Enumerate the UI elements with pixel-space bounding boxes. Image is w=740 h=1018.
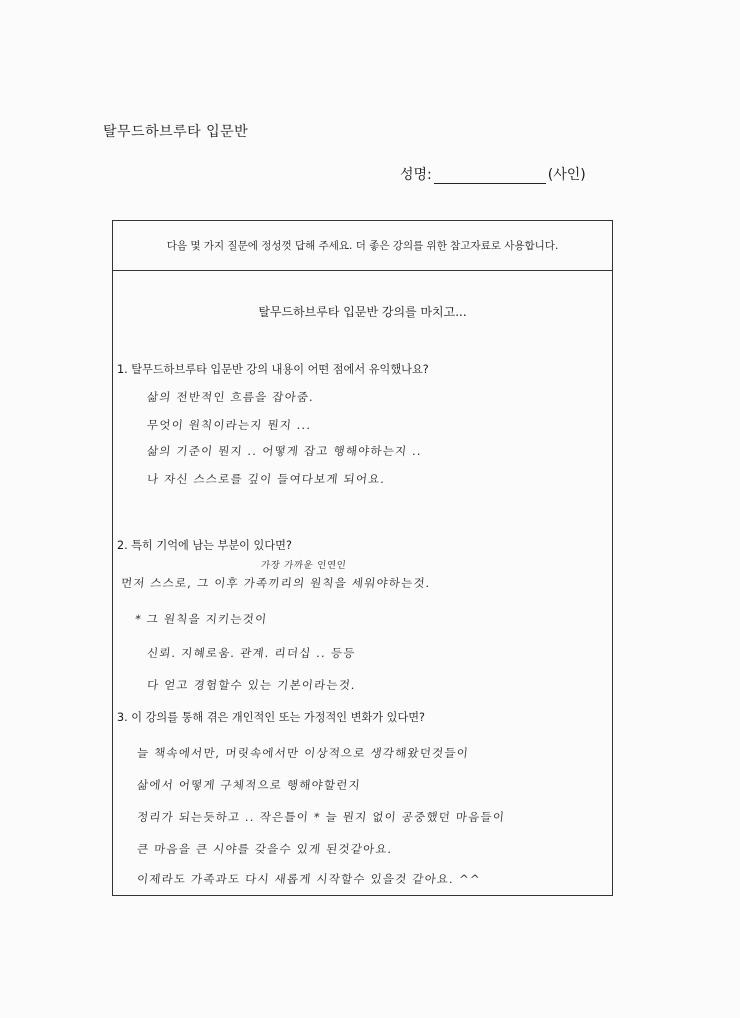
question-3: 3. 이 강의를 통해 겪은 개인적인 또는 가정적인 변화가 있다면?: [117, 711, 425, 724]
answer-3-line-2: 삶에서 어떻게 구체적으로 행해야할런지: [136, 778, 362, 792]
answer-1-line-1: 삶의 전반적인 흐름을 잡아줌.: [146, 390, 315, 404]
answer-2-note: 가장 가까운 인연인: [260, 560, 347, 571]
answer-1-line-4: 나 자신 스스로를 깊이 들여다보게 되어요.: [146, 472, 387, 486]
answer-2-line-4: 다 얻고 경험할수 있는 기본이라는것.: [146, 678, 357, 692]
name-label: 성명:: [400, 167, 432, 183]
answer-3-line-1: 늘 책속에서만, 머릿속에서만 이상적으로 생각해왔던것들이: [136, 746, 470, 760]
question-2: 2. 특히 기억에 남는 부분이 있다면?: [117, 539, 292, 552]
question-1: 1. 탈무드하브루타 입문반 강의 내용이 어떤 점에서 유익했나요?: [117, 363, 429, 376]
name-blank[interactable]: [434, 169, 546, 184]
answer-3-line-4: 큰 마음을 큰 시야를 갖을수 있게 된것같아요.: [136, 842, 394, 856]
signature-line: [400, 164, 586, 184]
sign-label: (사인): [547, 167, 586, 183]
section-title: 탈무드하브루타 입문반 강의를 마치고...: [258, 305, 467, 319]
document-title: 탈무드하브루타 입문반: [103, 124, 249, 140]
answer-3-line-3: 정리가 되는듯하고 .. 작은틀이 * 늘 뭔지 없이 공중했던 마음들이: [136, 810, 506, 824]
answer-2-line-2: * 그 원칙을 지키는것이: [134, 612, 269, 626]
answer-3-line-5: 이제라도 가족과도 다시 새롭게 시작할수 있을것 같아요. ^^: [136, 872, 482, 886]
instructions: 다음 몇 가지 질문에 정성껏 답해 주세요. 더 좋은 강의를 위한 참고자료로 사용합니다.: [113, 221, 612, 271]
answer-2-line-3: 신뢰. 지혜로움. 관계. 리더십 .. 등등: [146, 646, 357, 660]
answer-2-line-1: 먼저 스스로, 그 이후 가족끼리의 원칙을 세워야하는것.: [120, 576, 432, 590]
answer-1-line-3: 삶의 기준이 뭔지 .. 어떻게 잡고 행해야하는지 ..: [146, 444, 423, 458]
answer-1-line-2: 무엇이 원칙이라는지 뭔지 ...: [146, 418, 313, 432]
survey-form: [112, 220, 613, 896]
